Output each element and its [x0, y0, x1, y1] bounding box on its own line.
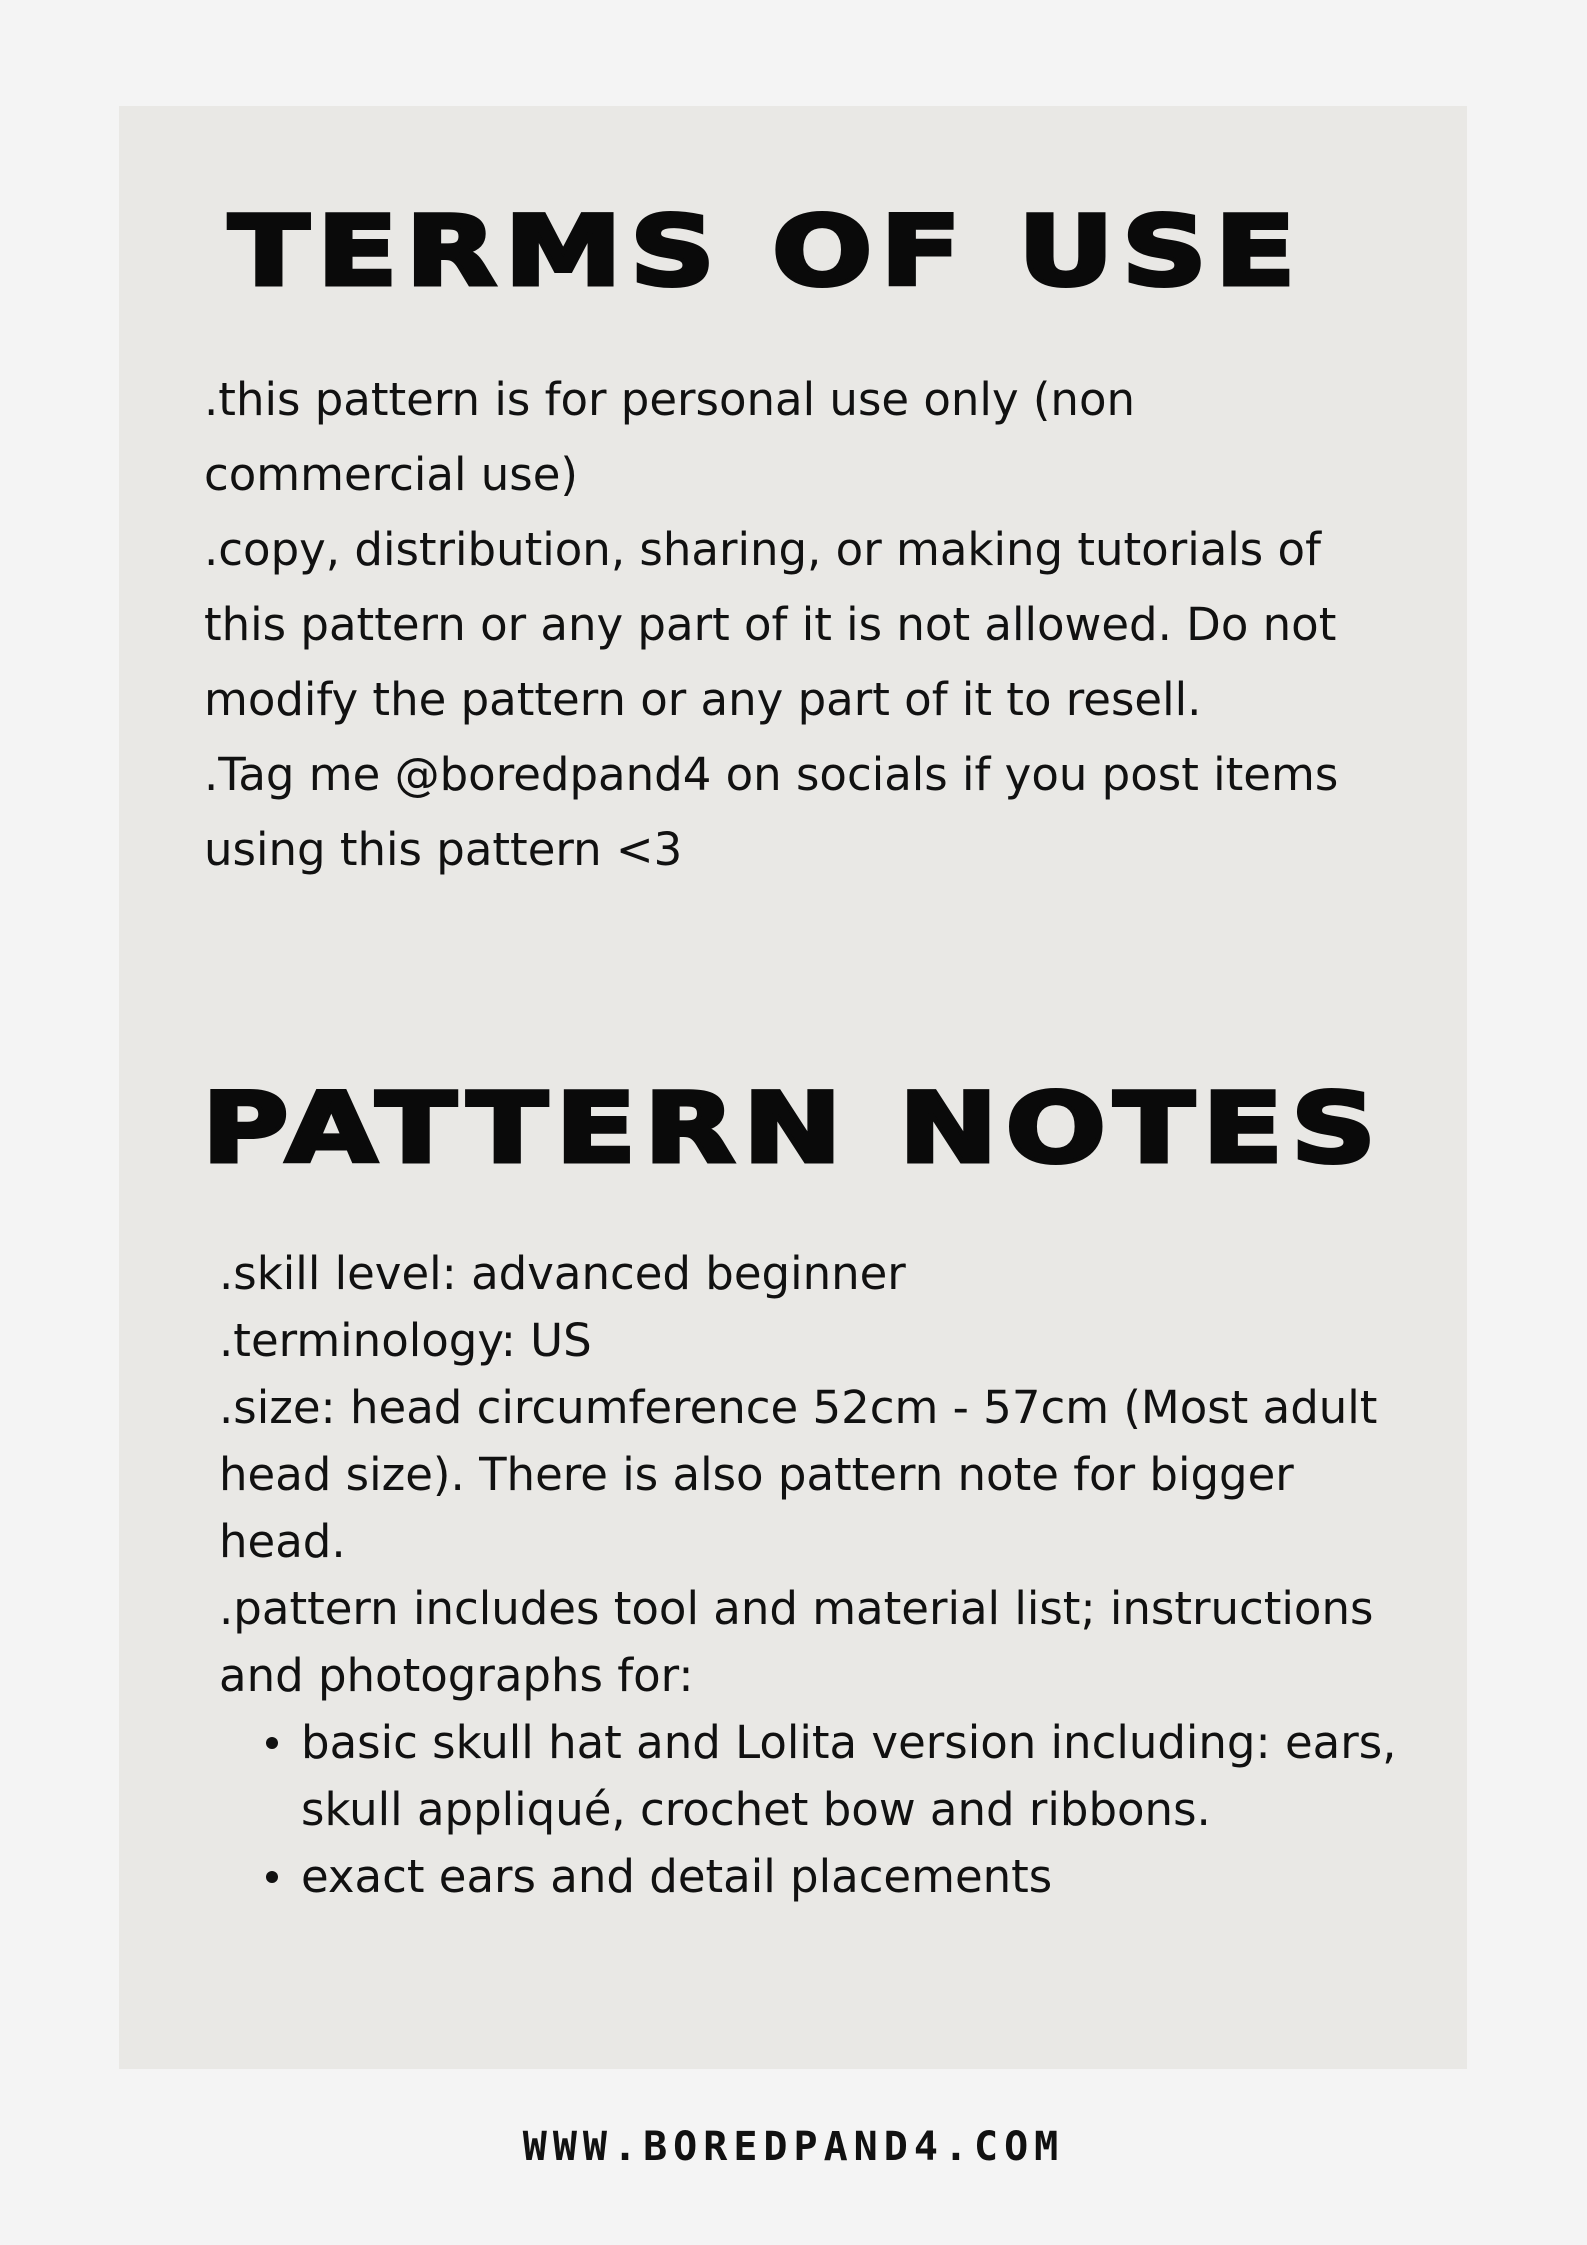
bullet-item: [301, 1709, 1429, 1843]
bullet-item: [301, 1843, 1429, 1910]
bullet-line: basic skull hat and Lolita version including: ears,: [301, 1716, 1397, 1769]
bullet-dot-icon: [266, 1871, 278, 1883]
terms-line: .Tag me @boredpand4 on socials if you post items: [204, 748, 1339, 801]
terms-line: using this pattern <3: [204, 823, 683, 876]
notes-line: head size). There is also pattern note for bigger: [219, 1448, 1294, 1501]
content-panel: [119, 106, 1467, 2069]
terms-heading: TERMS OF USE: [228, 194, 1304, 308]
terms-list: [204, 362, 1414, 887]
notes-line: .skill level: advanced beginner: [219, 1247, 906, 1300]
notes-line: head.: [219, 1515, 346, 1568]
bullet-line: exact ears and detail placements: [301, 1850, 1053, 1903]
notes-line: .pattern includes tool and material list; instructions: [219, 1582, 1374, 1635]
notes-line: .terminology: US: [219, 1314, 592, 1367]
terms-line: commercial use): [204, 448, 578, 501]
notes-list: [219, 1240, 1429, 1910]
notes-heading: PATTERN NOTES: [202, 1071, 1384, 1185]
notes-line: .size: head circumference 52cm - 57cm (Most adult: [219, 1381, 1378, 1434]
includes-bullet-list: [219, 1709, 1429, 1910]
notes-line: and photographs for:: [219, 1649, 694, 1702]
terms-line: this pattern or any part of it is not allowed. Do not: [204, 598, 1337, 651]
website-footer[interactable]: WWW.BOREDPAND4.COM: [522, 2124, 1065, 2170]
terms-line: .copy, distribution, sharing, or making tutorials of: [204, 523, 1321, 576]
terms-line: modify the pattern or any part of it to resell.: [204, 673, 1202, 726]
bullet-dot-icon: [266, 1737, 278, 1749]
bullet-line: skull appliqué, crochet bow and ribbons.: [301, 1783, 1211, 1836]
terms-line: .this pattern is for personal use only (non: [204, 373, 1136, 426]
